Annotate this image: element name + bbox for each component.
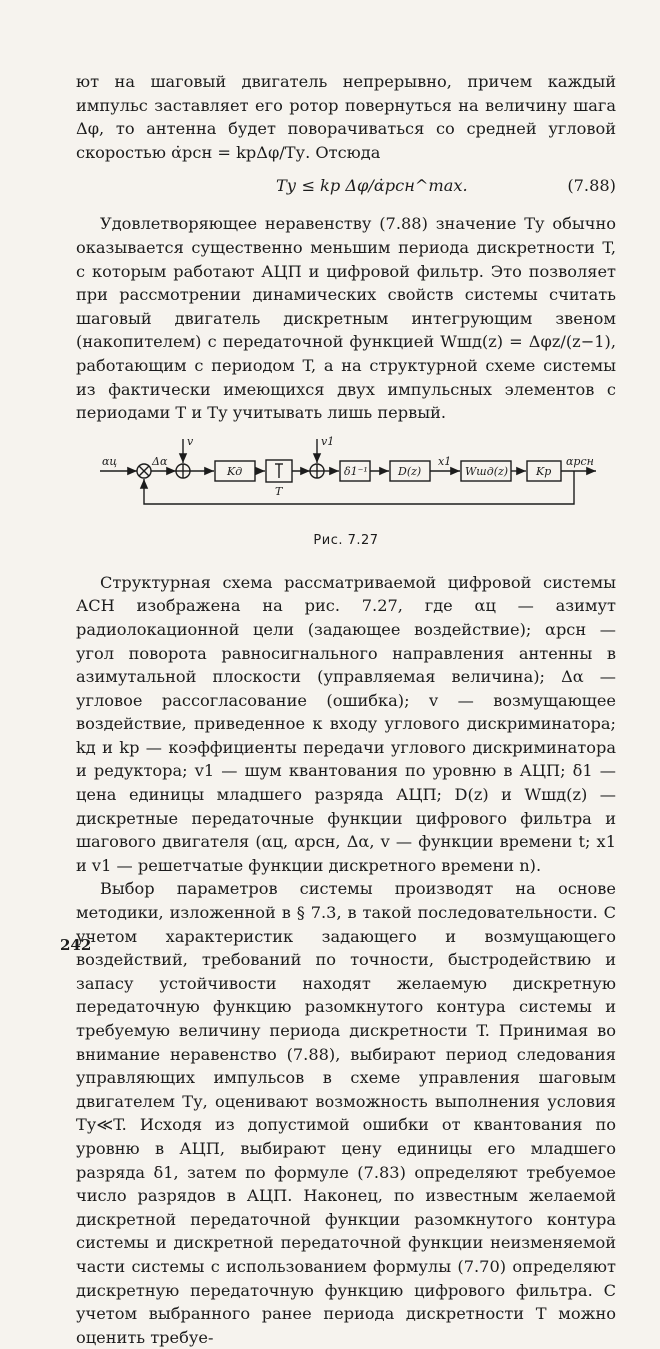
label-motor: Wшд(z)	[465, 464, 509, 478]
page-number: 242	[60, 936, 92, 954]
label-input: αц	[102, 454, 118, 468]
label-kr: Kр	[536, 464, 552, 478]
formula-7-88	[76, 166, 616, 210]
label-noise: v1	[321, 434, 335, 448]
paragraph-structure: Структурная схема рассматриваемой цифровой системы АСН изображена на рис. 7.27, где αц — азимут радиолокационной цели (задающее воздействие); αрсн — угол поворота равносигнального направления антенны в азимутальной плоскости (управляемая величина); Δα — угловое рассогласование (ошибка); v — возмущающее воздействие, приведенное к входу углового дискриминатора; kд и kр — коэффициенты передачи углового дискриминатора и редуктора; v1 — шум квантования по уровню в АЦП; δ1 — цена единицы младшего разряда АЦП; D(z) и Wшд(z) — дискретные передаточные функции цифрового фильтра и шагового двигателя (αц, αрсн, Δα, v — функции времени t; x1 и v1 — решетчатые функции дискретного времени n).	[76, 572, 616, 875]
label-quant: δ1⁻¹	[344, 464, 368, 478]
label-kd: Kд	[227, 464, 243, 478]
paragraph-intro: ют на шаговый двигатель непрерывно, причем каждый импульс заставляет его ротор повернуться на величину шага Δφ, то антенна будет поворачиваться со средней угловой скоростью α̇рсн = kрΔφ/Tу. Отсюда	[76, 72, 616, 162]
label-disturbance: v	[187, 434, 194, 448]
page-body	[76, 70, 616, 1349]
formula-expression: Tу ≤ kр Δφ/α̇рсн^max.	[276, 176, 468, 196]
label-filter: D(z)	[398, 464, 422, 478]
label-error: Δα	[152, 454, 168, 468]
label-x1: x1	[438, 454, 452, 468]
paragraph-parameters: Выбор параметров системы производят на основе методики, изложенной в § 7.3, в такой последовательности. С учетом характеристик задающего и возмущающего воздействий, требований по точности, быстродействию и запасу устойчивости находят желаемую дискретную передаточную функцию разомкнутого контура системы и требуемую величину периода дискретности T. Принимая во внимание неравенство (7.88), выбирают период следования управляющих импульсов в схеме управления шаговым двигателем Tу, оценивают возможность выполнения условия Tу≪T. Исходя из допустимой ошибки от квантования по уровню в АЦП, выбирают цену единицы его младшего разряда δ1, затем по формуле (7.83) определяют требуемое число разрядов в АЦП. Наконец, по известным желаемой дискретной передаточной функции разомкнутого контура системы и дискретной передаточной функции неизменяемой части системы с использованием формулы (7.70) определяют дискретную передаточную функцию цифрового фильтра. С учетом выбранного ранее периода дискретности T можно оценить требуе-	[76, 879, 616, 1347]
label-sampler-period: T	[275, 484, 283, 498]
formula-number: (7.88)	[567, 176, 616, 196]
figure-caption: Рис. 7.27	[313, 532, 379, 548]
block-diagram	[76, 433, 616, 593]
label-output: αрсн	[566, 454, 594, 468]
paragraph-inequality: Удовлетворяющее неравенству (7.88) значение Tу обычно оказывается существенно меньшим периода дискретности T, с которым работают АЦП и цифровой фильтр. Это позволяет при рассмотрении динамических свойств системы считать шаговый двигатель дискретным интегрующим звеном (накопителем) с передаточной функцией Wшд(z) = Δφz/(z−1), работающим с периодом T, а на структурной схеме системы из фактически имеющихся двух импульсных элементов с периодами T и Tу учитывать лишь первый.	[76, 214, 616, 423]
